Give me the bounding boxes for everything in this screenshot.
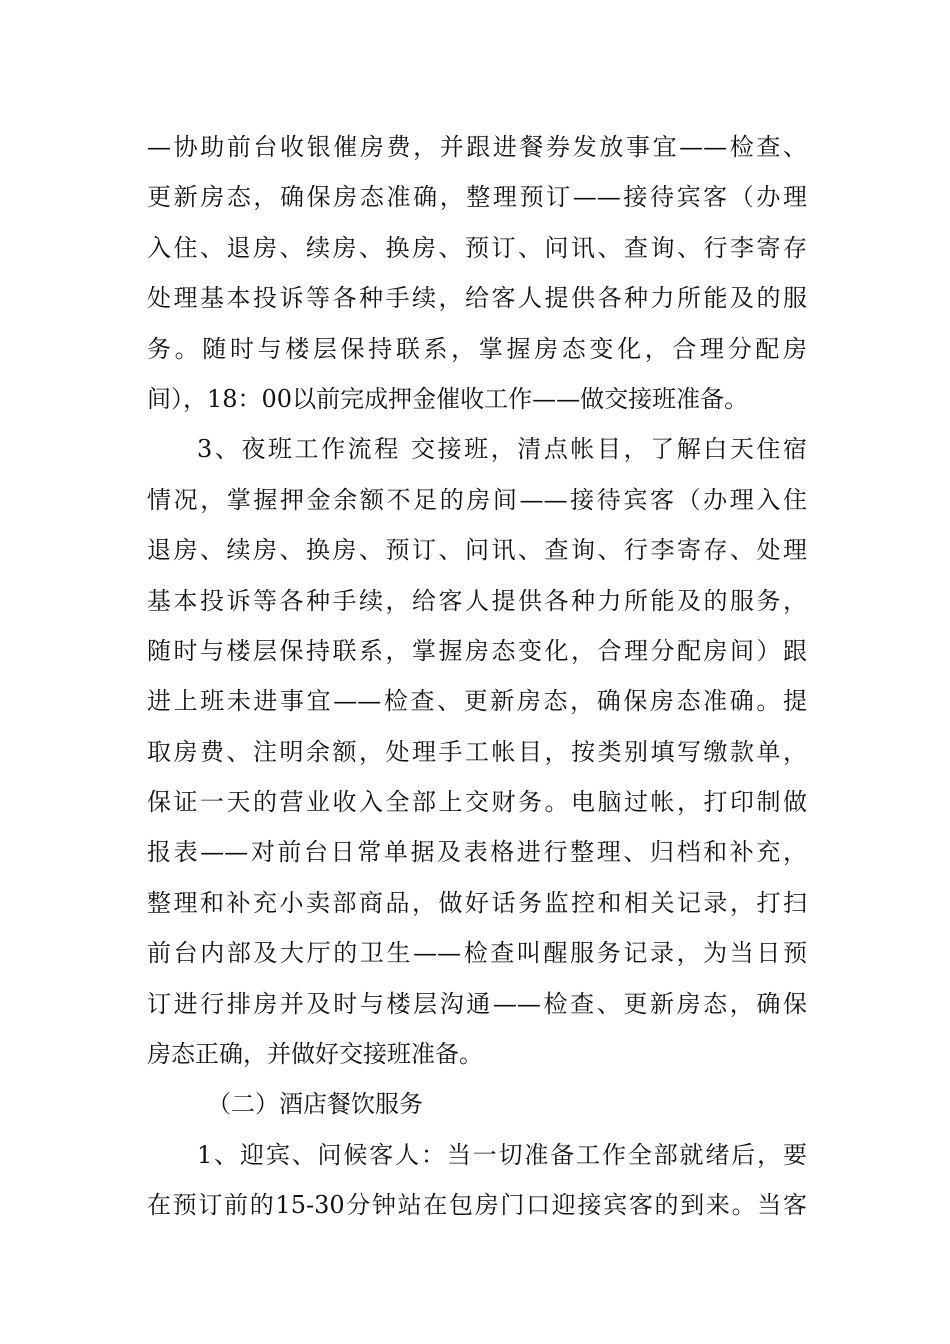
text-line-21: 1、迎宾、问候客人：当一切准备工作全部就绪后，要 <box>197 1140 807 1169</box>
text-line-13: 取房费、注明余额，处理手工帐目，按类别填写缴款单， <box>147 737 807 766</box>
text-line-7: 3、夜班工作流程 交接班，清点帐目，了解白天住宿 <box>197 435 807 464</box>
text-line-8: 情况，掌握押金余额不足的房间——接待宾客（办理入住 <box>147 485 807 514</box>
text-line-1: —协助前台收银催房费，并跟进餐券发放事宜——检查、 <box>147 133 807 161</box>
text-line-9: 退房、续房、换房、预订、问讯、查询、行李寄存、处理 <box>147 536 807 565</box>
text-line-19: 房态正确，并做好交接班准备。 <box>147 1040 483 1069</box>
document-page <box>147 122 807 1231</box>
text-line-14: 保证一天的营业收入全部上交财务。电脑过帐，打印制做 <box>147 788 807 817</box>
text-line-22: 在预订前的15-30分钟站在包房门口迎接宾客的到来。当客 <box>147 1191 807 1220</box>
text-line-16: 整理和补充小卖部商品，做好话务监控和相关记录，打扫 <box>147 888 807 917</box>
text-line-17: 前台内部及大厅的卫生——检查叫醒服务记录，为当日预 <box>147 939 807 968</box>
section-heading: （二）酒店餐饮服务 <box>207 1090 423 1119</box>
text-line-2: 更新房态，确保房态准确，整理预订——接待宾客（办理 <box>147 183 807 212</box>
text-line-18: 订进行排房并及时与楼层沟通——检查、更新房态，确保 <box>147 989 807 1018</box>
text-line-11: 随时与楼层保持联系，掌握房态变化，合理分配房间）跟 <box>147 636 807 665</box>
text-line-10: 基本投诉等各种手续，给客人提供各种力所能及的服务， <box>147 586 807 615</box>
text-line-3: 入住、退房、续房、换房、预订、问讯、查询、行李寄存 <box>147 233 807 262</box>
text-line-4: 处理基本投诉等各种手续，给客人提供各种力所能及的服 <box>147 284 807 313</box>
text-line-15: 报表——对前台日常单据及表格进行整理、归档和补充， <box>147 838 807 867</box>
text-line-6: 间），18：00以前完成押金催收工作——做交接班准备。 <box>147 384 749 413</box>
text-line-5: 务。随时与楼层保持联系，掌握房态变化，合理分配房 <box>147 334 807 363</box>
text-line-12: 进上班未进事宜——检查、更新房态，确保房态准确。提 <box>147 687 807 716</box>
